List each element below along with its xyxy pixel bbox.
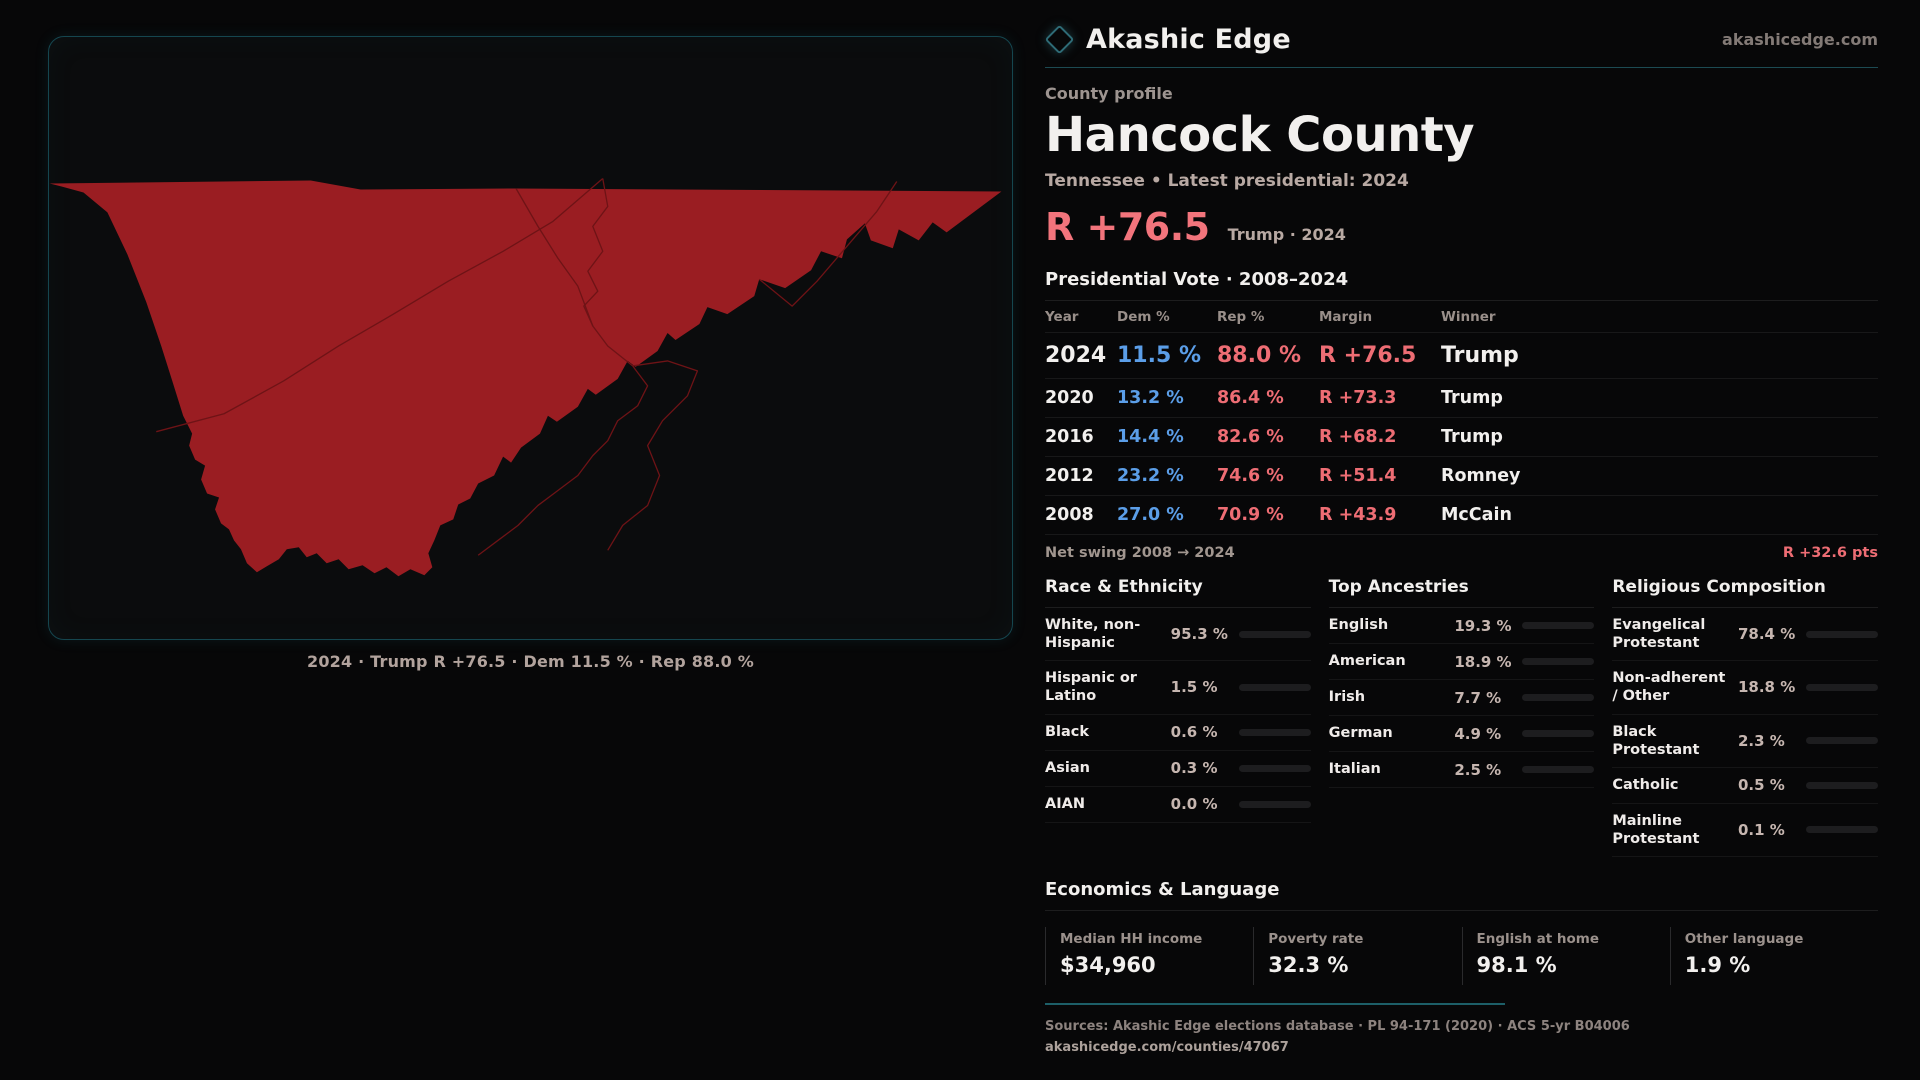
stat-bar xyxy=(1239,801,1311,808)
stat-cell: Median HH income $34,960 xyxy=(1045,927,1253,985)
county-shape xyxy=(50,181,1002,577)
list-item: Catholic 0.5 % xyxy=(1612,768,1878,804)
stat-bar xyxy=(1806,631,1878,638)
header xyxy=(1045,24,1878,55)
cell-rep: 74.6 % xyxy=(1217,466,1284,486)
list-item: Hispanic or Latino 1.5 % xyxy=(1045,661,1311,714)
cell-year: 2020 xyxy=(1045,388,1094,408)
list-item: Italian 2.5 % xyxy=(1329,752,1595,788)
economics-title: Economics & Language xyxy=(1045,879,1878,911)
net-swing-label: Net swing 2008 → 2024 xyxy=(1045,545,1235,561)
list-item: American 18.9 % xyxy=(1329,644,1595,680)
county-map-panel xyxy=(48,36,1013,640)
section-title: Top Ancestries xyxy=(1329,577,1595,608)
ancestries-section xyxy=(1329,577,1595,857)
cell-winner: Romney xyxy=(1441,466,1521,486)
county-subtitle: Tennessee • Latest presidential: 2024 xyxy=(1045,171,1409,191)
stat-bar xyxy=(1522,766,1594,773)
stat-cell: English at home 98.1 % xyxy=(1462,927,1670,985)
cell-margin: R +68.2 xyxy=(1319,427,1397,447)
table-row xyxy=(1045,496,1878,535)
list-item: Black Protestant 2.3 % xyxy=(1612,715,1878,768)
net-swing-row xyxy=(1045,535,1878,563)
col-year: Year xyxy=(1045,309,1079,325)
cell-year: 2016 xyxy=(1045,427,1094,447)
accent-underline xyxy=(1045,1003,1505,1005)
table-row xyxy=(1045,379,1878,418)
stat-bar xyxy=(1239,631,1311,638)
map-caption: 2024 · Trump R +76.5 · Dem 11.5 % · Rep 88.0 % xyxy=(306,652,755,671)
cell-rep: 88.0 % xyxy=(1217,343,1301,368)
demographics-columns xyxy=(1045,577,1878,857)
sources-text: Sources: Akashic Edge elections database · PL 94-171 (2020) · ACS 5-yr B04006 xyxy=(1045,1019,1630,1034)
list-item: Irish 7.7 % xyxy=(1329,680,1595,716)
stat-bar xyxy=(1806,684,1878,691)
section-title: Race & Ethnicity xyxy=(1045,577,1311,608)
cell-dem: 27.0 % xyxy=(1117,505,1184,525)
headline-margin-value: R +76.5 xyxy=(1045,205,1210,249)
list-item: Non-adherent / Other 18.8 % xyxy=(1612,661,1878,714)
religion-section xyxy=(1612,577,1878,857)
stat-bar xyxy=(1806,782,1878,789)
stat-cell: Poverty rate 32.3 % xyxy=(1253,927,1461,985)
cell-dem: 11.5 % xyxy=(1117,343,1201,368)
stat-bar xyxy=(1522,622,1594,629)
table-row xyxy=(1045,418,1878,457)
col-winner: Winner xyxy=(1441,309,1496,325)
stat-cell: Other language 1.9 % xyxy=(1670,927,1878,985)
stat-bar xyxy=(1239,765,1311,772)
economics-stats xyxy=(1045,927,1878,985)
permalink[interactable]: akashicedge.com/counties/47067 xyxy=(1045,1040,1289,1055)
list-item: White, non-Hispanic 95.3 % xyxy=(1045,608,1311,661)
kicker-label: County profile xyxy=(1045,84,1173,103)
stat-bar xyxy=(1806,737,1878,744)
footer xyxy=(1045,1019,1878,1055)
diamond-logo-icon xyxy=(1045,25,1075,55)
col-rep: Rep % xyxy=(1217,309,1265,325)
cell-year: 2012 xyxy=(1045,466,1094,486)
list-item: Mainline Protestant 0.1 % xyxy=(1612,804,1878,857)
county-map xyxy=(49,37,1012,639)
election-table-title: Presidential Vote · 2008–2024 xyxy=(1045,269,1878,301)
cell-year: 2008 xyxy=(1045,505,1094,525)
list-item: Evangelical Protestant 78.4 % xyxy=(1612,608,1878,661)
stat-bar xyxy=(1522,730,1594,737)
cell-rep: 82.6 % xyxy=(1217,427,1284,447)
election-table-header xyxy=(1045,301,1878,333)
col-dem: Dem % xyxy=(1117,309,1170,325)
cell-rep: 86.4 % xyxy=(1217,388,1284,408)
headline-margin-row xyxy=(1045,205,1878,249)
page-title: Hancock County xyxy=(1045,107,1475,163)
cell-winner: Trump xyxy=(1441,343,1519,368)
cell-margin: R +73.3 xyxy=(1319,388,1397,408)
cell-year: 2024 xyxy=(1045,343,1107,368)
stat-bar xyxy=(1522,658,1594,665)
cell-rep: 70.9 % xyxy=(1217,505,1284,525)
race-ethnicity-section xyxy=(1045,577,1311,857)
cell-dem: 13.2 % xyxy=(1117,388,1184,408)
stat-bar xyxy=(1239,729,1311,736)
cell-margin: R +43.9 xyxy=(1319,505,1397,525)
brand-domain-link[interactable]: akashicedge.com xyxy=(1722,30,1878,49)
list-item: AIAN 0.0 % xyxy=(1045,787,1311,823)
brand-name: Akashic Edge xyxy=(1086,24,1291,55)
cell-dem: 23.2 % xyxy=(1117,466,1184,486)
county-profile-panel xyxy=(1045,24,1878,1055)
section-title: Religious Composition xyxy=(1612,577,1878,608)
cell-dem: 14.4 % xyxy=(1117,427,1184,447)
stat-bar xyxy=(1522,694,1594,701)
list-item: Asian 0.3 % xyxy=(1045,751,1311,787)
cell-winner: Trump xyxy=(1441,427,1503,447)
net-swing-value: R +32.6 pts xyxy=(1782,545,1878,561)
headline-margin-note: Trump · 2024 xyxy=(1227,225,1346,244)
table-row xyxy=(1045,333,1878,379)
col-margin: Margin xyxy=(1319,309,1373,325)
cell-margin: R +76.5 xyxy=(1319,343,1417,368)
stat-bar xyxy=(1806,826,1878,833)
cell-winner: Trump xyxy=(1441,388,1503,408)
cell-margin: R +51.4 xyxy=(1319,466,1397,486)
list-item: German 4.9 % xyxy=(1329,716,1595,752)
table-row xyxy=(1045,457,1878,496)
stat-bar xyxy=(1239,684,1311,691)
cell-winner: McCain xyxy=(1441,505,1512,525)
header-divider xyxy=(1045,67,1878,68)
list-item: English 19.3 % xyxy=(1329,608,1595,644)
list-item: Black 0.6 % xyxy=(1045,715,1311,751)
